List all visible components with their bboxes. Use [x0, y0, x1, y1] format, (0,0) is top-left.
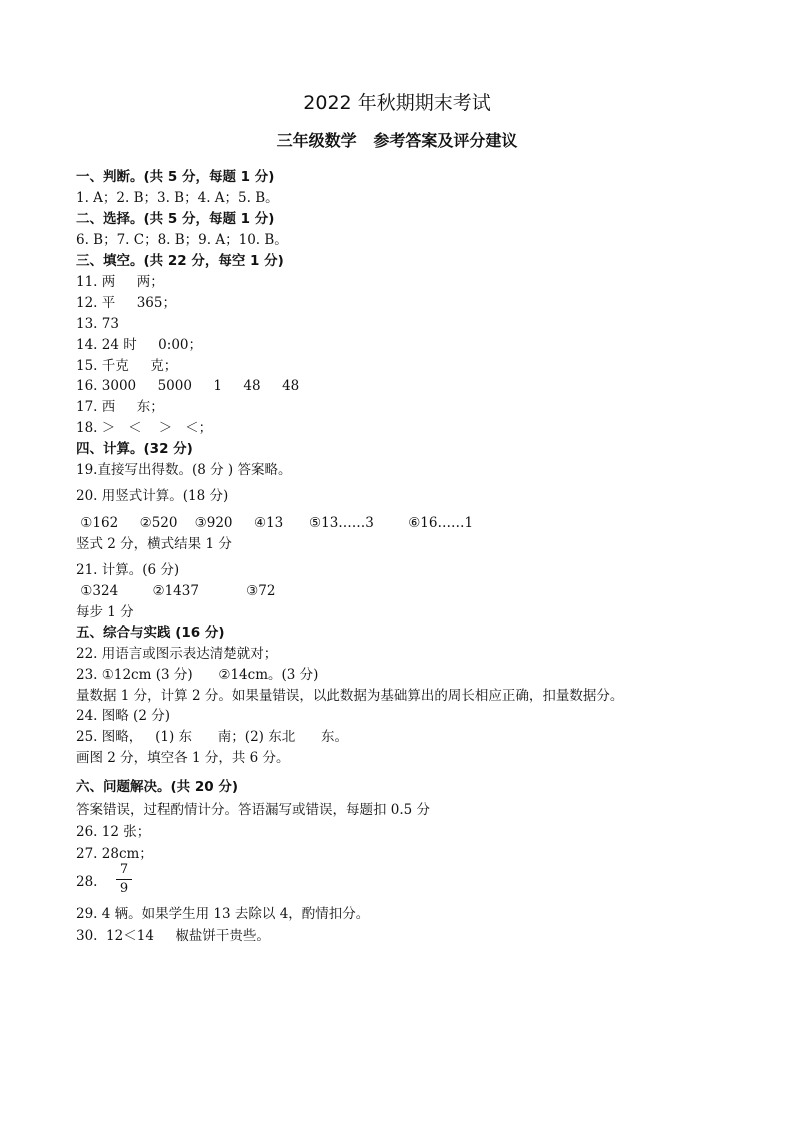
scoring-note: 答案错误，过程酌情计分。答语漏写或错误，每题扣 0.5 分: [76, 802, 431, 818]
page-title: 2022 年秋期期末考试: [303, 92, 491, 114]
answer-line: 14. 24 时 0:00；: [76, 337, 203, 353]
answer-line: 15. 千克 克；: [76, 358, 178, 374]
answer-line: ①162 ②520 ③920 ④13 ⑤13……3 ⑥16……1: [76, 515, 474, 531]
answer-line: 12. 平 365；: [76, 295, 176, 311]
answer-line: 13. 73: [76, 316, 119, 332]
answer-line: 16. 3000 5000 1 48 48: [76, 378, 300, 394]
answer-line: 21. 计算。(6 分): [76, 562, 180, 578]
answer-line: 27. 28cm；: [76, 846, 153, 862]
fraction-denominator: 9: [119, 881, 129, 896]
scoring-note: 竖式 2 分，横式结果 1 分: [76, 536, 232, 552]
answer-line: 1. A；2. B；3. B；4. A；5. B。: [76, 190, 279, 206]
section-heading-4: 四、计算。(32 分): [76, 441, 193, 457]
answer-line: 29. 4 辆。如果学生用 13 去除以 4，酌情扣分。: [76, 906, 370, 922]
answer-line: 22. 用语言或图示表达清楚就对；: [76, 646, 278, 662]
section-heading-2: 二、选择。(共 5 分，每题 1 分): [76, 211, 275, 227]
fraction-bar: [116, 879, 132, 880]
answer-line: 18. ＞ ＜ ＞ ＜；: [76, 420, 213, 436]
section-heading-5: 五、综合与实践 (16 分): [76, 625, 225, 641]
answer-line: 23. ①12cm (3 分) ②14cm。(3 分): [76, 667, 319, 683]
answer-line: 20. 用竖式计算。(18 分): [76, 488, 229, 504]
answer-line: ①324 ②1437 ③72: [76, 583, 276, 599]
answer-line: 6. B；7. C；8. B；9. A；10. B。: [76, 232, 288, 248]
answer-line: 24. 图略 (2 分): [76, 708, 170, 724]
section-heading-6: 六、问题解决。(共 20 分): [76, 779, 239, 795]
scoring-note: 每步 1 分: [76, 604, 134, 620]
answer-line: 11. 两 两；: [76, 274, 164, 290]
scoring-note: 量数据 1 分，计算 2 分。如果量错误，以此数据为基础算出的周长相应正确，扣量数据分。: [76, 688, 624, 704]
section-heading-1: 一、判断。(共 5 分，每题 1 分): [76, 169, 275, 185]
answer-line: 25. 图略， (1) 东 南；(2) 东北 东。: [76, 729, 348, 745]
fraction-answer-28: [116, 862, 132, 897]
answer-line: 28.: [76, 874, 98, 890]
scoring-note: 画图 2 分，填空各 1 分，共 6 分。: [76, 750, 290, 766]
section-heading-3: 三、填空。(共 22 分，每空 1 分): [76, 253, 284, 269]
answer-line: 26. 12 张；: [76, 824, 151, 840]
answer-line: 19.直接写出得数。(8 分 ) 答案略。: [76, 462, 292, 478]
answer-line: 30. 12＜14 椒盐饼干贵些。: [76, 928, 270, 944]
fraction-numerator: 7: [119, 862, 129, 877]
page-subtitle: 三年级数学 参考答案及评分建议: [276, 131, 518, 150]
answer-line: 17. 西 东；: [76, 399, 164, 415]
